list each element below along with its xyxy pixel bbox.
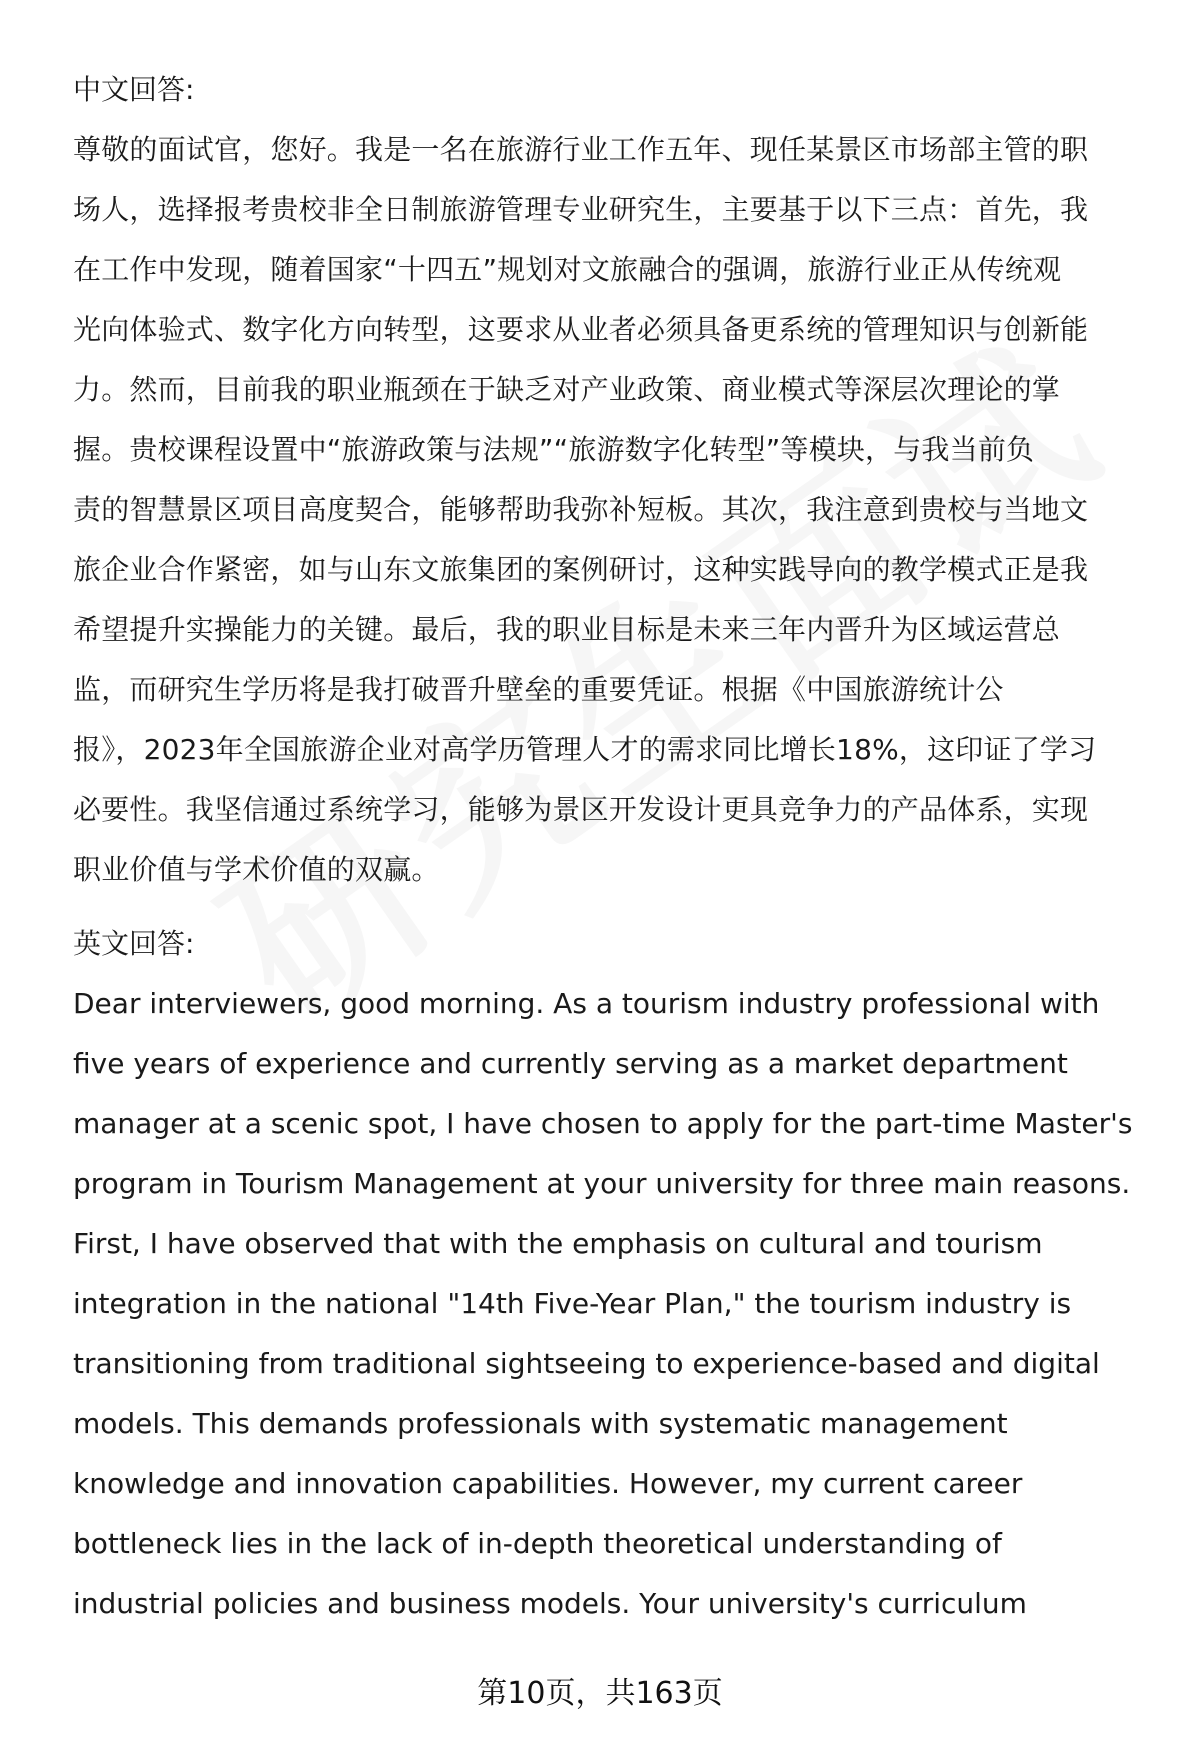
english-answer-line: five years of experience and currently serving as a market department xyxy=(73,1047,1068,1080)
chinese-answer-line: 力。然而，目前我的职业瓶颈在于缺乏对产业政策、商业模式等深层次理论的掌 xyxy=(73,373,1061,406)
chinese-answer-line: 握。贵校课程设置中“旅游政策与法规”“旅游数字化转型”等模块，与我当前负 xyxy=(73,433,1035,466)
chinese-answer-line: 在工作中发现，随着国家“十四五”规划对文旅融合的强调，旅游行业正从传统观 xyxy=(73,253,1062,286)
chinese-answer-line: 尊敬的面试官，您好。我是一名在旅游行业工作五年、现任某景区市场部主管的职 xyxy=(73,133,1089,166)
chinese-answer-heading: 中文回答: xyxy=(73,73,195,106)
chinese-answer-line: 希望提升实操能力的关键。最后，我的职业目标是未来三年内晋升为区域运营总 xyxy=(73,613,1061,646)
english-answer-line: Dear interviewers, good morning. As a tourism industry professional with xyxy=(73,987,1100,1020)
section-gap xyxy=(73,900,1163,914)
english-answer-heading: 英文回答: xyxy=(73,927,195,960)
chinese-answer-line: 旅企业合作紧密，如与山东文旅集团的案例研讨，这种实践导向的教学模式正是我 xyxy=(73,553,1089,586)
chinese-answer-line: 责的智慧景区项目高度契合，能够帮助我弥补短板。其次，我注意到贵校与当地文 xyxy=(73,493,1089,526)
english-answer-line: models. This demands professionals with systematic management xyxy=(73,1407,1008,1440)
chinese-answer-line: 监，而研究生学历将是我打破晋升壁垒的重要凭证。根据《中国旅游统计公 xyxy=(73,673,1004,706)
english-answer-line: First, I have observed that with the emphasis on cultural and tourism xyxy=(73,1227,1043,1260)
english-answer-line: integration in the national "14th Five-Year Plan," the tourism industry is xyxy=(73,1287,1072,1320)
english-answer-line: industrial policies and business models. Your university's curriculum xyxy=(73,1587,1027,1620)
english-answer-line: transitioning from traditional sightseeing to experience-based and digital xyxy=(73,1347,1100,1380)
document-content xyxy=(73,60,1163,1634)
chinese-answer-line: 报》，2023年全国旅游企业对高学历管理人才的需求同比增长18%，这印证了学习 xyxy=(73,733,1097,766)
chinese-answer-line: 必要性。我坚信通过系统学习，能够为景区开发设计更具竞争力的产品体系，实现 xyxy=(73,793,1089,826)
english-answer-line: knowledge and innovation capabilities. However, my current career xyxy=(73,1467,1023,1500)
english-answer-line: program in Tourism Management at your university for three main reasons. xyxy=(73,1167,1131,1200)
english-answer-paragraph xyxy=(73,974,1163,1634)
page-number-footer: 第10页，共163页 xyxy=(477,1676,723,1711)
chinese-answer-line: 场人，选择报考贵校非全日制旅游管理专业研究生，主要基于以下三点：首先，我 xyxy=(73,193,1089,226)
english-answer-line: manager at a scenic spot, I have chosen to apply for the part-time Master's xyxy=(73,1107,1133,1140)
chinese-answer-line: 光向体验式、数字化方向转型，这要求从业者必须具备更系统的管理知识与创新能 xyxy=(73,313,1089,346)
chinese-answer-paragraph xyxy=(73,120,1163,900)
chinese-answer-line: 职业价值与学术价值的双赢。 xyxy=(73,853,440,886)
english-answer-line: bottleneck lies in the lack of in-depth theoretical understanding of xyxy=(73,1527,1002,1560)
